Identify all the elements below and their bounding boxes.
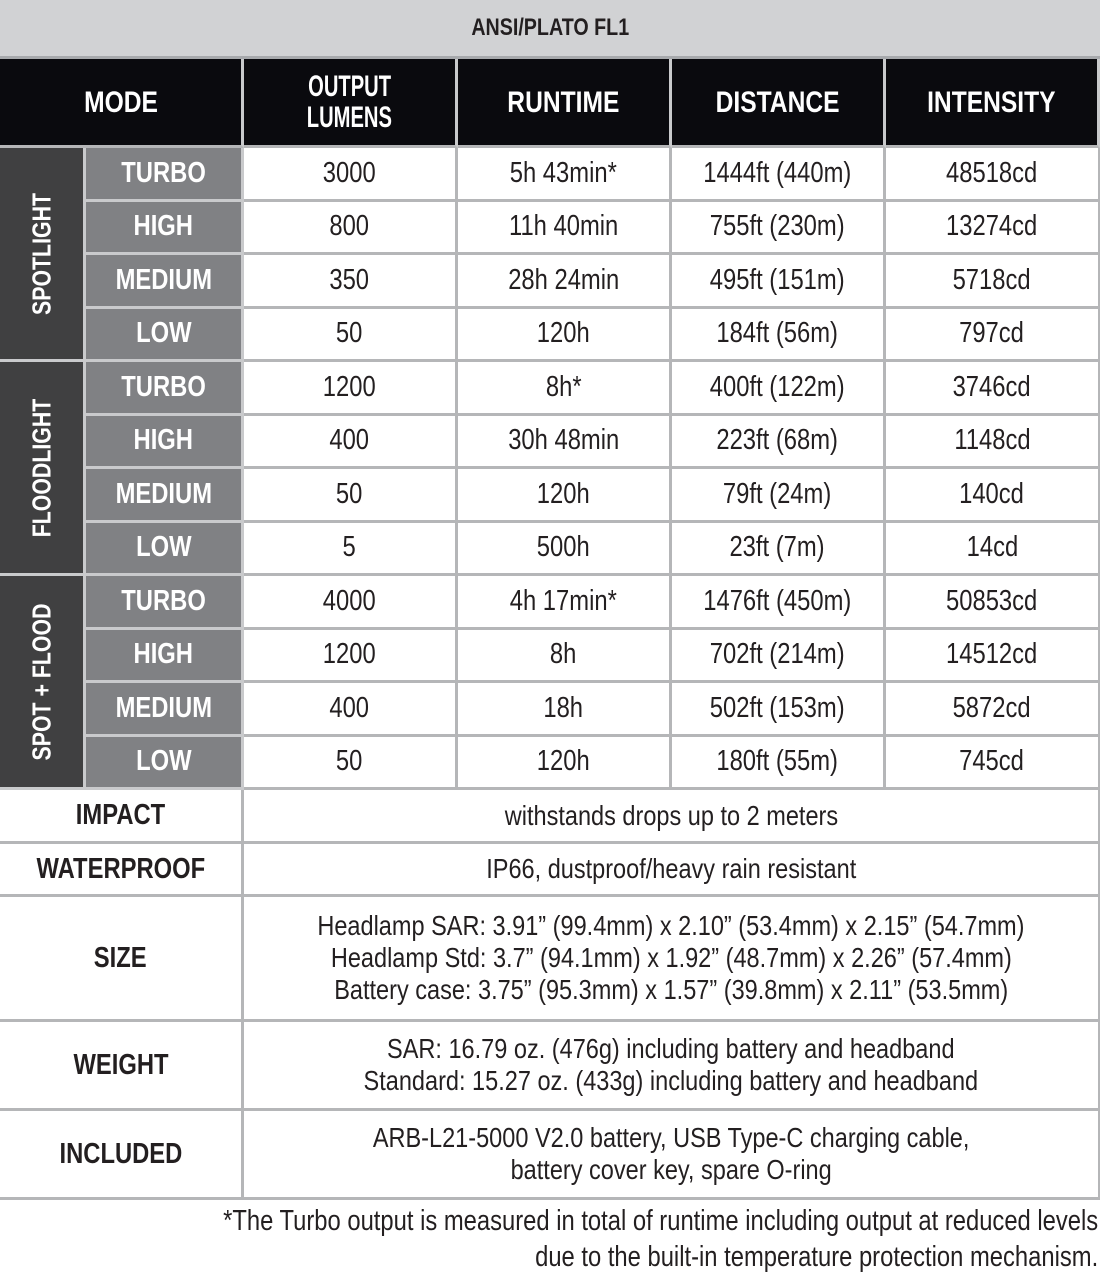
spec-key: IMPACT	[0, 790, 244, 844]
distance-cell: 79ft (24m)	[672, 469, 886, 523]
intensity-cell: 50853cd	[886, 576, 1100, 630]
footnote-line1: *The Turbo output is measured in total of runtime including output at reduced levels	[222, 1205, 1098, 1237]
intensity-cell: 1148cd	[886, 416, 1100, 470]
intensity-cell: 5872cd	[886, 683, 1100, 737]
distance-cell: 502ft (153m)	[672, 683, 886, 737]
footnote	[31, 1203, 1098, 1275]
mode-cell: HIGH	[86, 630, 244, 684]
runtime-cell: 18h	[458, 683, 672, 737]
spec-value: Headlamp SAR: 3.91” (99.4mm) x 2.10” (53.4mm) x 2.15” (54.7mm) Headlamp Std: 3.7” (94.1mm) x 1.92” (48.7mm) x 2.26” (57.4mm) Battery case: 3.75” (95.3mm) x 1.57” (39.8mm) x 2.11” (53.5mm)	[244, 897, 1100, 1022]
group-spotlight	[0, 148, 86, 362]
spec-key: INCLUDED	[0, 1111, 244, 1200]
runtime-cell: 8h	[458, 630, 672, 684]
footnote-line2: due to the built-in temperature protection mechanism.	[534, 1241, 1098, 1273]
runtime-cell: 5h 43min*	[458, 148, 672, 202]
table-row	[86, 202, 1100, 256]
header-output-line2: LUMENS	[306, 101, 393, 134]
output-cell: 1200	[244, 362, 458, 416]
mode-cell: MEDIUM	[86, 255, 244, 309]
distance-cell: 223ft (68m)	[672, 416, 886, 470]
group-column	[0, 148, 86, 790]
header-distance: DISTANCE	[672, 59, 886, 148]
header-row	[0, 59, 1100, 148]
header-mode: MODE	[0, 59, 244, 148]
distance-cell: 1476ft (450m)	[672, 576, 886, 630]
output-cell: 3000	[244, 148, 458, 202]
intensity-cell: 140cd	[886, 469, 1100, 523]
mode-cell: LOW	[86, 309, 244, 363]
intensity-cell: 797cd	[886, 309, 1100, 363]
group-spot-flood	[0, 576, 86, 790]
mode-cell: MEDIUM	[86, 683, 244, 737]
group-label: SPOTLIGHT	[26, 192, 56, 315]
intensity-cell: 5718cd	[886, 255, 1100, 309]
distance-cell: 1444ft (440m)	[672, 148, 886, 202]
distance-cell: 495ft (151m)	[672, 255, 886, 309]
runtime-cell: 120h	[458, 469, 672, 523]
table-title-bar	[0, 0, 1100, 59]
distance-cell: 400ft (122m)	[672, 362, 886, 416]
output-cell: 4000	[244, 576, 458, 630]
group-floodlight	[0, 362, 86, 576]
output-cell: 50	[244, 469, 458, 523]
mode-cell: LOW	[86, 523, 244, 577]
mode-cell: MEDIUM	[86, 469, 244, 523]
header-runtime: RUNTIME	[458, 59, 672, 148]
group-label: FLOODLIGHT	[26, 398, 56, 537]
distance-cell: 23ft (7m)	[672, 523, 886, 577]
header-output-lumens	[244, 59, 458, 148]
table-row	[86, 576, 1100, 630]
table-row	[86, 630, 1100, 684]
mode-cell: TURBO	[86, 148, 244, 202]
group-label: SPOT + FLOOD	[26, 603, 56, 760]
mode-cell: HIGH	[86, 416, 244, 470]
spec-value: SAR: 16.79 oz. (476g) including battery and headband Standard: 15.27 oz. (433g) including battery and headband	[244, 1022, 1100, 1111]
rows-column	[86, 148, 1100, 790]
spec-value: withstands drops up to 2 meters	[244, 790, 1100, 844]
table-row	[86, 309, 1100, 363]
runtime-cell: 120h	[458, 737, 672, 791]
output-cell: 5	[244, 523, 458, 577]
intensity-cell: 13274cd	[886, 202, 1100, 256]
runtime-cell: 120h	[458, 309, 672, 363]
table-row	[86, 148, 1100, 202]
spec-row-waterproof	[0, 844, 1100, 897]
spec-row-included	[0, 1111, 1100, 1200]
runtime-cell: 11h 40min	[458, 202, 672, 256]
spec-row-weight	[0, 1022, 1100, 1111]
distance-cell: 702ft (214m)	[672, 630, 886, 684]
table-title: ANSI/PLATO FL1	[471, 14, 629, 41]
spec-key: WATERPROOF	[0, 844, 244, 897]
output-cell: 1200	[244, 630, 458, 684]
output-cell: 50	[244, 309, 458, 363]
intensity-cell: 3746cd	[886, 362, 1100, 416]
mode-cell: TURBO	[86, 576, 244, 630]
intensity-cell: 48518cd	[886, 148, 1100, 202]
table-row	[86, 255, 1100, 309]
output-cell: 400	[244, 416, 458, 470]
mode-cell: HIGH	[86, 202, 244, 256]
spec-row-impact	[0, 790, 1100, 844]
table-row	[86, 737, 1100, 791]
table-row	[86, 416, 1100, 470]
spec-value: IP66, dustproof/heavy rain resistant	[244, 844, 1100, 897]
output-cell: 800	[244, 202, 458, 256]
runtime-cell: 4h 17min*	[458, 576, 672, 630]
spec-key: WEIGHT	[0, 1022, 244, 1111]
mode-cell: TURBO	[86, 362, 244, 416]
header-output-line1: OUTPUT	[308, 70, 391, 103]
runtime-cell: 8h*	[458, 362, 672, 416]
spec-value: ARB-L21-5000 V2.0 battery, USB Type-C charging cable, battery cover key, spare O-ring	[244, 1111, 1100, 1200]
output-cell: 50	[244, 737, 458, 791]
runtime-cell: 30h 48min	[458, 416, 672, 470]
table-row	[86, 523, 1100, 577]
header-intensity: INTENSITY	[886, 59, 1100, 148]
table-row	[86, 362, 1100, 416]
distance-cell: 184ft (56m)	[672, 309, 886, 363]
spec-row-size	[0, 897, 1100, 1022]
intensity-cell: 745cd	[886, 737, 1100, 791]
output-cell: 350	[244, 255, 458, 309]
distance-cell: 180ft (55m)	[672, 737, 886, 791]
spec-key: SIZE	[0, 897, 244, 1022]
output-cell: 400	[244, 683, 458, 737]
mode-cell: LOW	[86, 737, 244, 791]
table-row	[86, 683, 1100, 737]
intensity-cell: 14512cd	[886, 630, 1100, 684]
runtime-cell: 500h	[458, 523, 672, 577]
runtime-cell: 28h 24min	[458, 255, 672, 309]
intensity-cell: 14cd	[886, 523, 1100, 577]
table-row	[86, 469, 1100, 523]
distance-cell: 755ft (230m)	[672, 202, 886, 256]
mode-table-body	[0, 148, 1100, 790]
